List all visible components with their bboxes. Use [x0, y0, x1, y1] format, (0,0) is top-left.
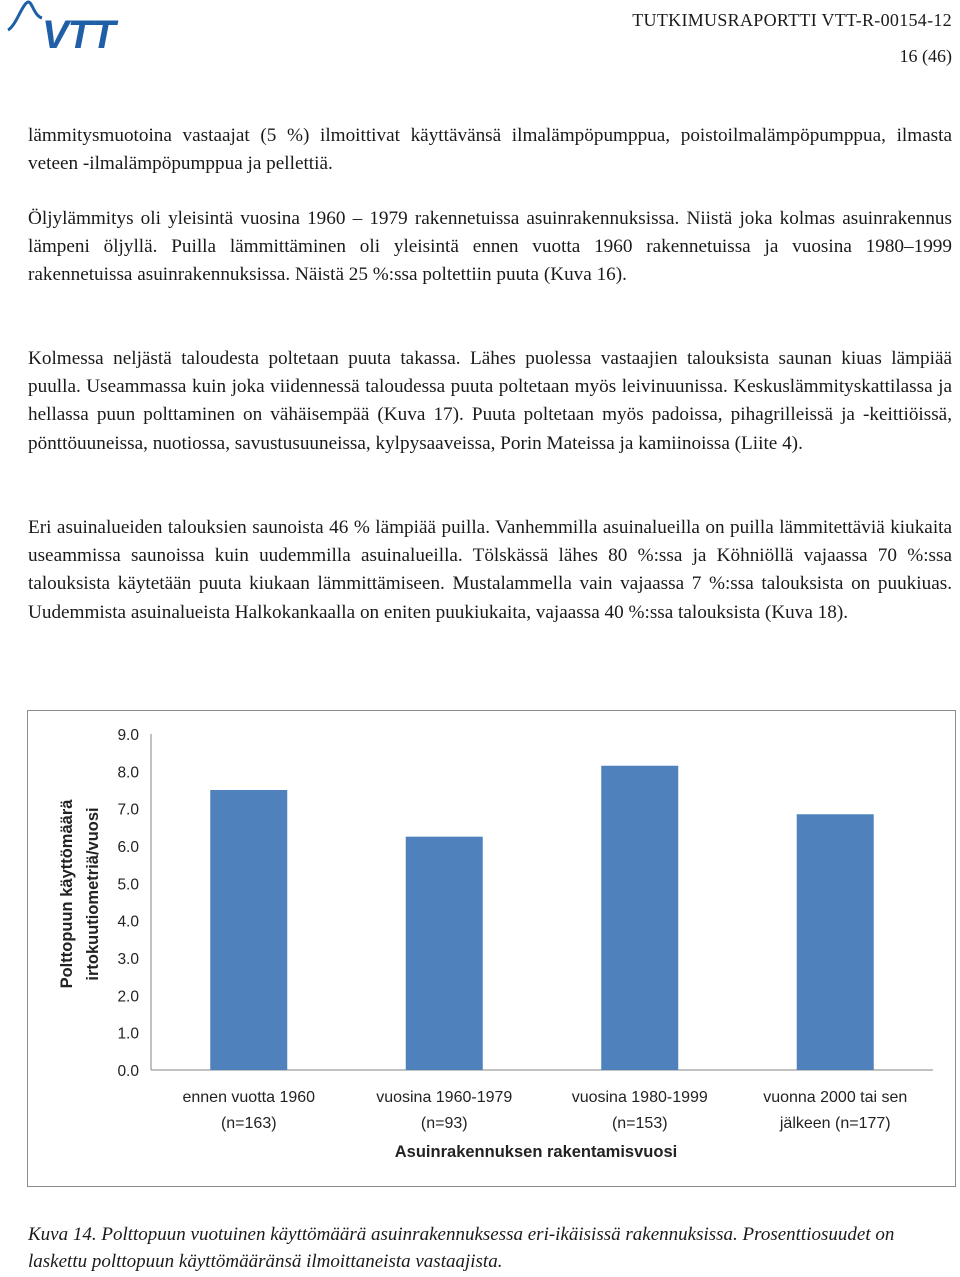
y-tick-label: 2.0 — [117, 988, 139, 1006]
y-tick-label: 1.0 — [117, 1025, 139, 1043]
x-tick-label: vuonna 2000 tai sen — [763, 1089, 908, 1106]
vtt-logo — [6, 0, 162, 54]
x-tick-label: jälkeen (n=177) — [779, 1115, 891, 1132]
y-tick-label: 0.0 — [117, 1063, 139, 1080]
bar — [210, 790, 287, 1070]
page-number: 16 (46) — [899, 46, 952, 66]
x-tick-label: (n=153) — [611, 1115, 668, 1132]
logo-text: VTT — [42, 13, 115, 54]
y-tick-label: 4.0 — [117, 913, 139, 931]
chart-canvas — [28, 711, 957, 1188]
paragraph-2 — [28, 205, 952, 290]
x-tick-label: vuosina 1980-1999 — [571, 1089, 708, 1106]
logo-wave-icon — [8, 2, 42, 30]
y-tick-label: 3.0 — [117, 951, 139, 968]
paragraph-text: Öljylämmitys oli yleisintä vuosina 1960 – 1979 rakennetuissa asuinrakennuksissa. Niistä joka kolmas asuinrakennus lämpeni öljyllä. Puilla lämmittäminen oli yleisintä ennen vuotta 1960 rakennetuissa ja vuosina 1980–1999 rakennetuissa asuinrakennuksissa. Näistä 25 %:ssa poltettiin puuta (Kuva 16). — [28, 208, 952, 286]
x-tick-label: (n=163) — [220, 1115, 277, 1132]
paragraph-4 — [28, 514, 952, 627]
y-tick-label: 8.0 — [117, 764, 139, 782]
y-tick-label: 9.0 — [117, 727, 139, 744]
y-tick-label: 5.0 — [117, 876, 139, 894]
bar — [601, 766, 678, 1070]
x-tick-label: ennen vuotta 1960 — [182, 1089, 316, 1106]
x-tick-label: vuosina 1960-1979 — [376, 1089, 513, 1106]
y-tick-label: 7.0 — [117, 801, 139, 819]
x-axis-title: Asuinrakennuksen rakentamisvuosi — [394, 1143, 678, 1161]
y-axis-title: Polttopuun käyttömäärä — [58, 799, 76, 989]
paragraph-3 — [28, 345, 952, 458]
bar — [797, 814, 874, 1070]
y-axis-title: irtokuutiometriä/vuosi — [84, 807, 102, 981]
paragraph-1 — [28, 122, 952, 178]
y-tick-label: 6.0 — [117, 839, 139, 856]
bar-chart — [27, 710, 956, 1187]
bar — [406, 837, 483, 1070]
x-tick-label: (n=93) — [420, 1115, 468, 1132]
paragraph-text: lämmitysmuotoina vastaajat (5 %) ilmoittivat käyttävänsä ilmalämpöpumppua, poistoilmalämpöpumppua, ilmasta veteen -ilmalämpöpumppua ja pellettiä. — [28, 125, 952, 175]
paragraph-text: Eri asuinalueiden talouksien saunoista 46 % lämpiää puilla. Vanhemmilla asuinalueilla on puilla lämmitettäviä kiukaita useammissa saunoissa kuin uudemmilla asuinalueilla. Tölskässä lähes 80 %:ssa ja Köhniöllä vajaassa 70 %:ssa talouksista käytetään puuta kiukaan lämmittämiseen. Mustalammella vain vajaassa 7 %:ssa talouksista on puukiuas. Uudemmista asuinalueista Halkokankaalla on eniten puukiukaita, vajaassa 40 %:ssa talouksista (Kuva 18). — [28, 517, 952, 623]
paragraph-text: Kolmessa neljästä taloudesta poltetaan puuta takassa. Lähes puolessa vastaajien talouksista saunan kiuas lämpiää puulla. Useammassa kuin joka viidennessä taloudessa puuta poltetaan myös leivinuunissa. Keskuslämmityskattilassa ja hellassa puun polttaminen on vähäisempää (Kuva 17). Puuta poltetaan myös padoissa, pihagrilleissä ja -keittiöissä, pönttöuuneissa, nuotiossa, savustusuuneissa, kylpysaaveissa, Porin Mateissa ja kamiinoissa (Liite 4). — [28, 348, 952, 454]
figure-caption: Kuva 14. Polttopuun vuotuinen käyttömäärä asuinrakennuksessa eri-ikäisissä rakennuksissa. Prosenttiosuudet on laskettu polttopuun käyttömääränsä ilmoittaneista vastaajista. — [28, 1224, 895, 1272]
report-id: TUTKIMUSRAPORTTI VTT-R-00154-12 — [632, 10, 952, 30]
